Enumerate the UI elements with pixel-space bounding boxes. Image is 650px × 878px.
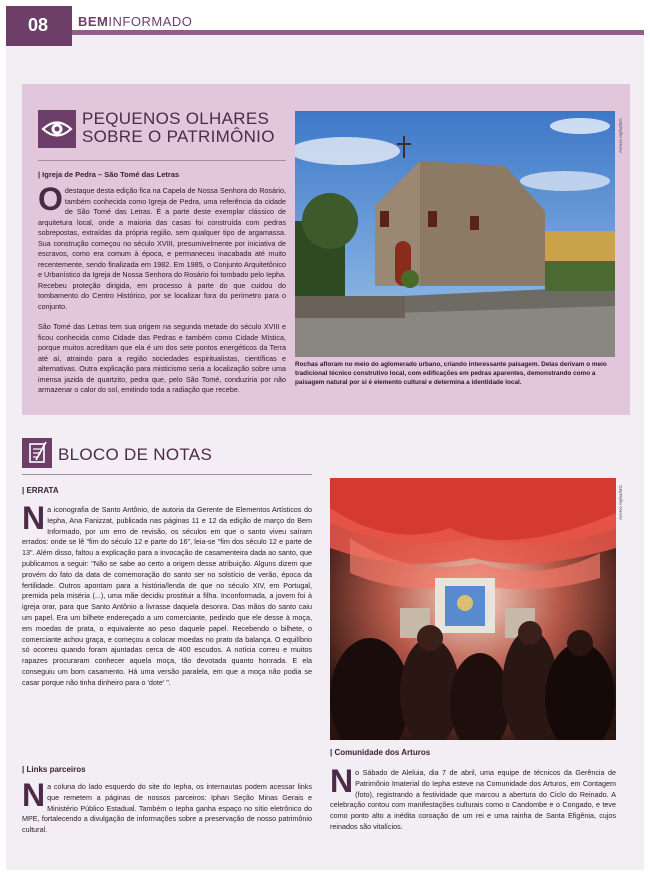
drop-cap: N (330, 763, 354, 799)
notepad-icon (22, 438, 52, 468)
article-paragraph (38, 181, 286, 312)
header-rule (72, 30, 644, 35)
notes-section-title: BLOCO DE NOTAS (58, 445, 213, 464)
paragraph-text: a coluna do lado esquerdo do site do Iepha, os internautas podem acessar links que remetem a páginas de nossos parceiros: Iphan Seção Minas Gerais e Ministério Público Estadual. Também o Iepha ganha espaço no sítio eletrônico do MPE, fortalecendo a divulgação de informações sobre a preservação de nosso patrimônio cultural. (22, 782, 312, 835)
photo-credit: Acervo Iepha/MG (618, 117, 623, 153)
section-title-line2: SOBRE O PATRIMÔNIO (82, 127, 275, 146)
brand-suffix: INFORMADO (108, 14, 193, 29)
paragraph-text: a iconografia de Santo Antônio, de autoria da Gerente de Elementos Artísticos do Iepha, Ana Fanizzat, publicada nas páginas 11 e 12 da edição de março do Bem Informado, por um erro de revisão, os séculos em que o santo viveu saíram errados: onde se lê "fim do século 12 e parte do 16", leia-se "fim dos século 12 e parte de 13". Além disso, faltou a explicação para a invocação de casamenteira dada ao santo, que publicamos a seguir: "Não se sabe ao certo a origem desse atribuição. Alguns dizem que provém do fato da data de comemoração do santo ser no solstício de verão, época da fertilidade. Outros apontam para a história/lenda de que no século XIV, em Portugal, premida pela miséria (...), uma mãe decidiu prostituir a filha. Inconformada, a jovem foi à igreja orar, para que Santo Antônio a livrasse daquela desonra. Das mãos do santo caiu um papel. Era um bilhete endereçado a um comerciante, pedindo que ele desse à moça, em moedas de prata, o equivalente ao peso daquele papel. Recebendo o bilhete, o comerciante achou graça, e começou a colocar moedas no prato da balança. O equilíbrio só ocorreu quando foram ajuntadas cerca de 400 escudos. A notícia correu e muitos rapazes procuraram conhecer aquela moça, tão devotada quanto honrada. E ela conseguiu um bom casamento. Há uma versão paralela, em que a moça não podia se casar porque não tinha dinheiro para o 'dote' ". (22, 505, 312, 687)
festival-photo (330, 478, 616, 740)
section-title-line1: PEQUENOS OLHARES (82, 109, 270, 128)
page-number: 08 (6, 6, 72, 46)
drop-cap: O (38, 181, 63, 217)
divider (38, 160, 286, 161)
paragraph-text: o Sábado de Aleluia, dia 7 de abril, uma equipe de técnicos da Gerência de Patrimônio Imaterial do Iepha esteve na Comunidade dos Arturos, em Contagem (foto), registrando a festividade que marcou a abertura do Ciclo do Reinado. A celebração contou com manifestações culturais como o Candombe e o Congado, e teve como ponto alto a inédita coroação de um rei e uma rainha de Santa Efigênia, cujos reinados são vitalícios. (330, 768, 616, 831)
drop-cap: N (22, 500, 46, 536)
arturos-paragraph (330, 763, 616, 833)
divider (22, 474, 312, 475)
article-subheading: | Igreja de Pedra – São Tomé das Letras (38, 170, 180, 179)
drop-cap: N (22, 777, 46, 813)
church-photo (295, 111, 615, 357)
eye-icon (38, 110, 76, 148)
photo-credit: Acervo Iepha/MG (618, 484, 623, 520)
links-paragraph (22, 777, 312, 836)
errata-heading: | ERRATA (22, 486, 59, 495)
links-heading: | Links parceiros (22, 765, 86, 774)
photo-caption: Rochas afloram no meio do aglomerado urbano, criando interessante paisagem. Delas derivam o meio tradicional técnico construtivo local, com edificações em pedras aparentes, demonstrando como a paisagem natural por si é elemento cultural e determina a identidade local. (295, 361, 607, 386)
article-paragraph-2: São Tomé das Letras tem sua origem na segunda metade do século XVIII e ficou conhecida como Cidade das Pedras e também como Cidade Mística, porque muitos acreditam que ela é um dos sete pontos energéticos da Terra até aí, atraindo para a região sociedades espiritualistas, científicas e alternativas. Outra explicação para misticismo seria a localização sobre uma imensa jazida de quartzito, pedra que, pelo São Tomé, conduziria por não armazenar o calor do sol, emitindo toda a radiação que recebe. (38, 322, 286, 394)
errata-paragraph (22, 500, 312, 689)
section-title (82, 110, 282, 146)
paragraph-text: destaque desta edição fica na Capela de Nossa Senhora do Rosário, também conhecida como Igreja de Pedra, uma referência da cidade de São Tomé das Letras. É a parte deste exemplar clássico de arquitetura local, onde a maioria das casas foi construída com pedras sobrepostas, extraídas da própria região, sem qualquer tipo de argamassa. Sua construção começou no século XVIII, presumivelmente por iniciativa de escravos, como era comum à época, e permaneceu inacabada até muito recentemente, sendo finalizada em 1982. Em 1985, o Conjunto Arquitetônico e Urbanístico da Igreja de Nossa Senhora do Rosário foi tombado pelo Iepha. Recebeu proteção dirigida, em processo à parte do que cuidou do tombamento do Centro Histórico, por se localizar fora do perímetro para o conjunto. (38, 186, 286, 311)
arturos-heading: | Comunidade dos Arturos (330, 748, 431, 757)
brand-prefix: BEM (78, 14, 109, 29)
publication-title (78, 14, 192, 29)
